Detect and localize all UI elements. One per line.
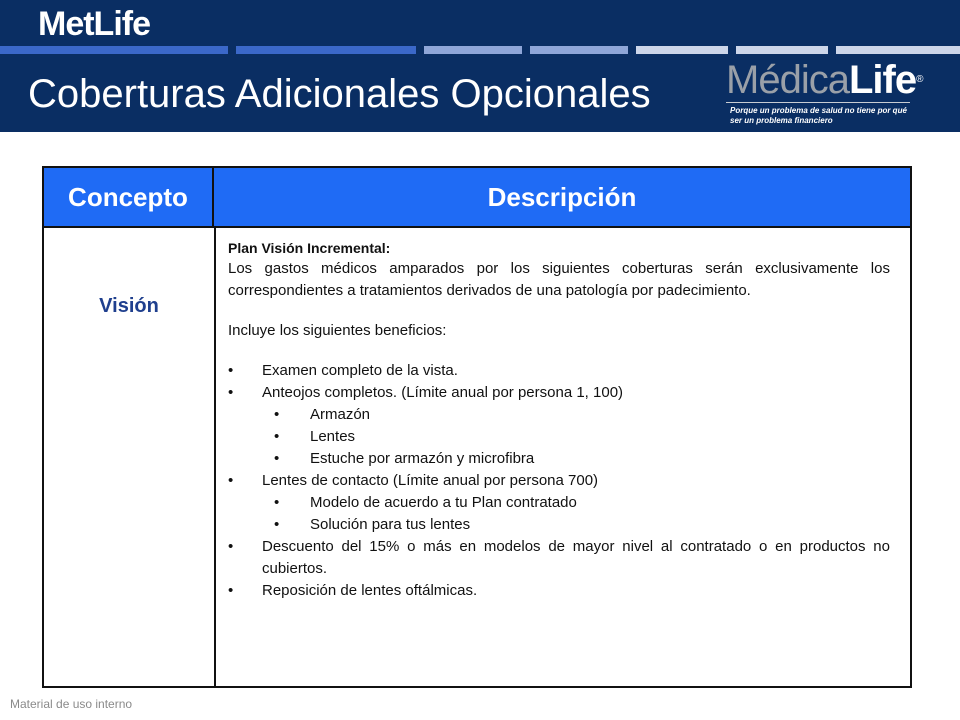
benefit-text: Estuche por armazón y microfibra — [310, 450, 535, 467]
bullet-icon: • — [228, 582, 234, 599]
stripe-3 — [424, 46, 522, 54]
bullet-icon: • — [274, 450, 280, 467]
benefit-subitem — [228, 448, 890, 470]
stripe-2 — [236, 46, 416, 54]
header-divider — [44, 226, 910, 228]
benefit-item — [228, 382, 890, 404]
bullet-icon: • — [228, 384, 234, 401]
bullet-icon: • — [274, 406, 280, 423]
benefit-text: Descuento del 15% o más en modelos de mayor nivel al contratado o en productos no cubiertos. — [262, 538, 890, 577]
bullet-icon: • — [228, 472, 234, 489]
benefit-text: Lentes — [310, 428, 356, 445]
bullet-icon: • — [228, 362, 234, 379]
benefit-text: Armazón — [310, 406, 371, 423]
column-divider — [214, 228, 216, 686]
benefit-text: Modelo de acuerdo a tu Plan contratado — [310, 494, 577, 511]
benefit-subitem — [228, 492, 890, 514]
bullet-icon: • — [274, 428, 280, 445]
description-cell — [228, 238, 890, 602]
bullet-icon: • — [274, 494, 280, 511]
benefit-subitem — [228, 426, 890, 448]
benefit-item — [228, 536, 890, 580]
benefit-text: Anteojos completos. (Límite anual por persona 1, 100) — [262, 384, 624, 401]
benefit-text: Reposición de lentes oftálmicas. — [262, 582, 478, 599]
benefit-text: Solución para tus lentes — [310, 516, 471, 533]
medicalife-tagline: Porque un problema de salud no tiene por qué ser un problema financiero — [730, 106, 907, 125]
benefit-text: Examen completo de la vista. — [262, 362, 458, 379]
stripe-4 — [530, 46, 628, 54]
benefits-intro: Incluye los siguientes beneficios: — [228, 322, 447, 339]
bullet-icon: • — [274, 516, 280, 533]
benefit-text: Lentes de contacto (Límite anual por persona 700) — [262, 472, 599, 489]
concept-cell: Visión — [99, 295, 159, 317]
benefit-item — [228, 470, 890, 492]
medicalife-logo — [718, 58, 923, 128]
plan-intro: Los gastos médicos amparados por los siguientes coberturas serán exclusivamente los correspondientes a tratamientos derivados de una patología por padecimiento. — [228, 260, 890, 299]
stripe-5 — [636, 46, 728, 54]
benefit-item — [228, 360, 890, 382]
medicalife-divider — [726, 102, 910, 103]
plan-title: Plan Visión Incremental: — [228, 240, 391, 256]
medicalife-name — [726, 58, 922, 102]
registered-mark: ® — [916, 74, 923, 85]
coverage-table — [42, 166, 912, 688]
benefit-item — [228, 580, 890, 602]
stripe-6 — [736, 46, 828, 54]
header-descripcion: Descripción — [214, 168, 910, 226]
stripe-1 — [0, 46, 228, 54]
top-banner — [0, 0, 960, 46]
metlife-logo: MetLife — [38, 5, 150, 43]
stripe-7 — [836, 46, 960, 54]
medicalife-name-bold: Life — [848, 58, 917, 102]
benefit-subitem — [228, 514, 890, 536]
footer-note: Material de uso interno — [10, 697, 133, 711]
page-title: Coberturas Adicionales Opcionales — [28, 72, 651, 116]
header-concepto: Concepto — [44, 168, 214, 226]
benefit-subitem — [228, 404, 890, 426]
bullet-icon: • — [228, 538, 234, 555]
medicalife-name-light: Médica — [726, 58, 849, 102]
decorative-stripes — [0, 46, 960, 54]
